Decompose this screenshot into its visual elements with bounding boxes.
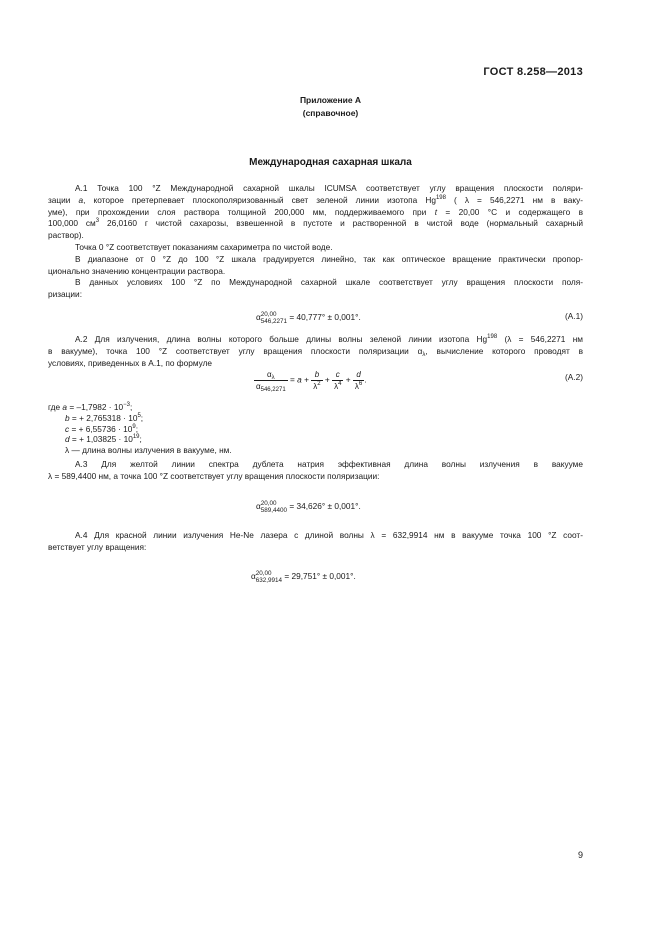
- where-d: d = + $1,03825 \cdot 10^{19}$;: [65, 434, 142, 445]
- a1-line: зации a, которое претерпевает плоскополяризованный свет зеленой линии изотопа Hg$^{198}$ ( λ = 546,2271 нм в ваку-: [48, 194, 583, 205]
- a1-line: раствор).: [48, 230, 84, 241]
- a4-line: ветствует углу вращения:: [48, 541, 147, 552]
- formula-a4: α20,00 632,9914 = 29,751° ± 0,001°.: [251, 570, 356, 584]
- a2-line: А.2 Для излучения, длина волны которого больше длины волны зеленой линии изотопа Hg$^{198}$ (λ = 546,2271 нм: [75, 334, 583, 344]
- fraction-alpha: $\frac{\alpha_\lambda}{\alpha_{546,2271}}$: [256, 370, 286, 393]
- formula-a2: $\frac{\alpha_\lambda}{\alpha_{546,2271}}$ = a + $\frac{b}{\lambda^2}$ + $\frac{c}{\lambda^4}$ + $\frac{d}{\lambda^6}$ .: [256, 370, 367, 393]
- paragraph-zero-point: Точка 0 °Z соответствует показаниям сахариметра по чистой воде.: [75, 241, 333, 252]
- section-title: Международная сахарная шкала: [249, 157, 412, 168]
- paragraph-conditions: В данных условиях 100 °Z по Международной сахарной шкале соответствует углу вращения плоскости поля-: [75, 277, 583, 288]
- paragraph-range-cont: ционально значению концентрации раствора.: [48, 265, 226, 276]
- a2-line: в вакууме), точка 100 °Z соответствует углу вращения плоскости поляризации $\alpha_\lambda$, вычисление которого проводят в: [48, 345, 583, 358]
- appendix-title: Приложение А: [299, 95, 362, 105]
- paragraph-conditions-cont: ризации:: [48, 289, 82, 300]
- formula-a3: α20,00 589,4400 = 34,626° ± 0,001°.: [256, 500, 361, 514]
- where-c: c = + $6,55736 \cdot 10^9$;: [65, 423, 139, 434]
- standard-designation: ГОСТ 8.258—2013: [483, 66, 583, 78]
- equation-number-a1: (A.1): [565, 311, 583, 321]
- paragraph-a2: [48, 334, 583, 369]
- a3-line: А.3 Для желтой линии спектра дублета натрия эффективная длина волны излучения в вакууме: [75, 459, 583, 469]
- a2-line: условиях, приведенных в А.1, по формуле: [48, 357, 213, 368]
- paragraph-a3: [48, 459, 583, 483]
- a1-line: уме), при прохождении слоя раствора толщиной 200,000 мм, поддерживаемого при t = 20,00 °C и содержащего в: [48, 206, 583, 217]
- a4-line: А.4 Для красной линии излучения He-Ne лазера с длиной волны λ = 632,9914 нм в вакууме точка 100 °Z соот-: [75, 530, 583, 540]
- where-list: [48, 402, 232, 456]
- paragraph-a4: [48, 530, 583, 554]
- paragraph-range: В диапазоне от 0 °Z до 100 °Z шкала градуируется линейно, так как оптическое вращение практически пропор-: [75, 253, 583, 264]
- formula-a1: α20,00 546,2271 = 40,777° ± 0,001°.: [256, 311, 361, 325]
- paragraph-a1: [48, 183, 583, 301]
- a3-line: λ = 589,4400 нм, а точка 100 °Z соответствует углу вращения плоскости поляризации:: [48, 470, 380, 481]
- where-b: b = + $2,765318 \cdot 10^5$;: [65, 412, 144, 423]
- page-number: 9: [577, 850, 583, 860]
- a1-line: 100,000 $см^3$ 26,0160 г чистой сахарозы, взвешенной в пустоте и растворенной в чистой воде (нормальный сахарный: [48, 218, 583, 229]
- a1-line: А.1 Точка 100 °Z Международной сахарной шкалы ICUMSA соответствует углу вращения плоскости поляри-: [75, 183, 583, 193]
- equation-number-a2: (A.2): [565, 372, 583, 382]
- fraction-c: $\frac{c}{\lambda^4}$: [334, 370, 342, 391]
- where-a: где $a = -1,7982 \cdot 10^{-3}$;: [48, 402, 133, 412]
- appendix-note: (справочное): [302, 108, 359, 118]
- where-lambda: λ — длина волны излучения в вакууме, нм.: [65, 445, 232, 456]
- fraction-d: $\frac{d}{\lambda^6}$: [354, 370, 363, 391]
- fraction-b: $\frac{b}{\lambda^2}$: [313, 370, 321, 391]
